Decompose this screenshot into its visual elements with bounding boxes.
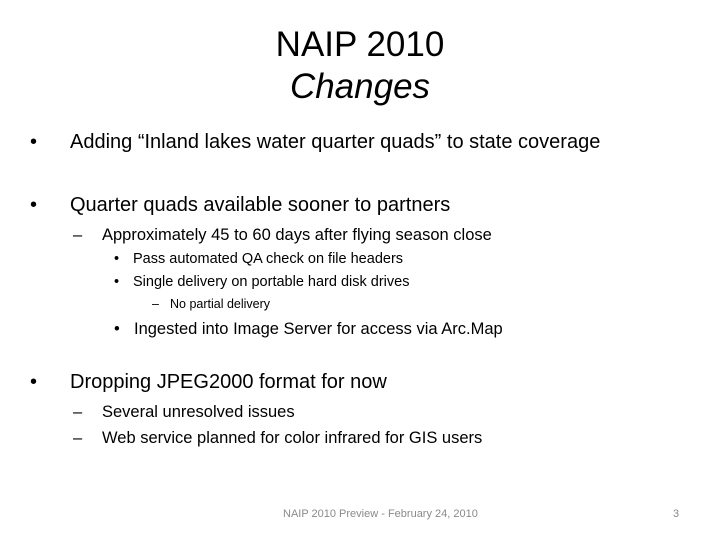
sub-bullet-text: Several unresolved issues — [102, 403, 295, 421]
subtitle-line: Changes — [289, 67, 431, 106]
sub-bullet-item — [73, 429, 482, 448]
sub-sub-bullet-text: Single delivery on portable hard disk drives — [133, 274, 410, 290]
sub-sub-bullet-item — [114, 320, 503, 339]
page-number: 3 — [673, 508, 680, 520]
dash-marker: – — [152, 297, 159, 311]
dash-marker: – — [73, 429, 83, 447]
bullet-text: Dropping JPEG2000 format for now — [70, 371, 387, 393]
sub-sub-bullet-text: Pass automated QA check on file headers — [133, 251, 404, 267]
bullet-text: Adding “Inland lakes water quarter quads” to state coverage — [70, 131, 601, 153]
bullet-item — [30, 371, 387, 394]
title-line: NAIP 2010 — [275, 25, 445, 64]
level-4-item — [152, 297, 270, 311]
bullet-item — [30, 194, 450, 217]
sub-sub-bullet-item — [114, 274, 409, 290]
bullet-marker: • — [30, 371, 38, 393]
sub-bullet-item — [73, 403, 295, 422]
footer-text: NAIP 2010 Preview - February 24, 2010 — [283, 508, 478, 520]
sub-sub-bullet-text: Ingested into Image Server for access via Arc.Map — [134, 320, 503, 338]
level-4-text: No partial delivery — [170, 297, 271, 311]
sub-bullet-text: Web service planned for color infrared for GIS users — [102, 429, 483, 447]
bullet-item — [30, 131, 600, 154]
bullet-marker: • — [30, 131, 38, 153]
dash-marker: – — [73, 226, 83, 244]
sub-bullet-text: Approximately 45 to 60 days after flying season close — [102, 226, 492, 244]
sub-sub-bullet-item — [114, 251, 403, 267]
bullet-marker: • — [114, 320, 120, 338]
sub-bullet-item — [73, 226, 492, 245]
bullet-text: Quarter quads available sooner to partners — [70, 194, 451, 216]
slide-title — [0, 24, 720, 108]
bullet-marker: • — [114, 251, 120, 267]
bullet-marker: • — [30, 194, 38, 216]
bullet-marker: • — [114, 274, 120, 290]
dash-marker: – — [73, 403, 83, 421]
